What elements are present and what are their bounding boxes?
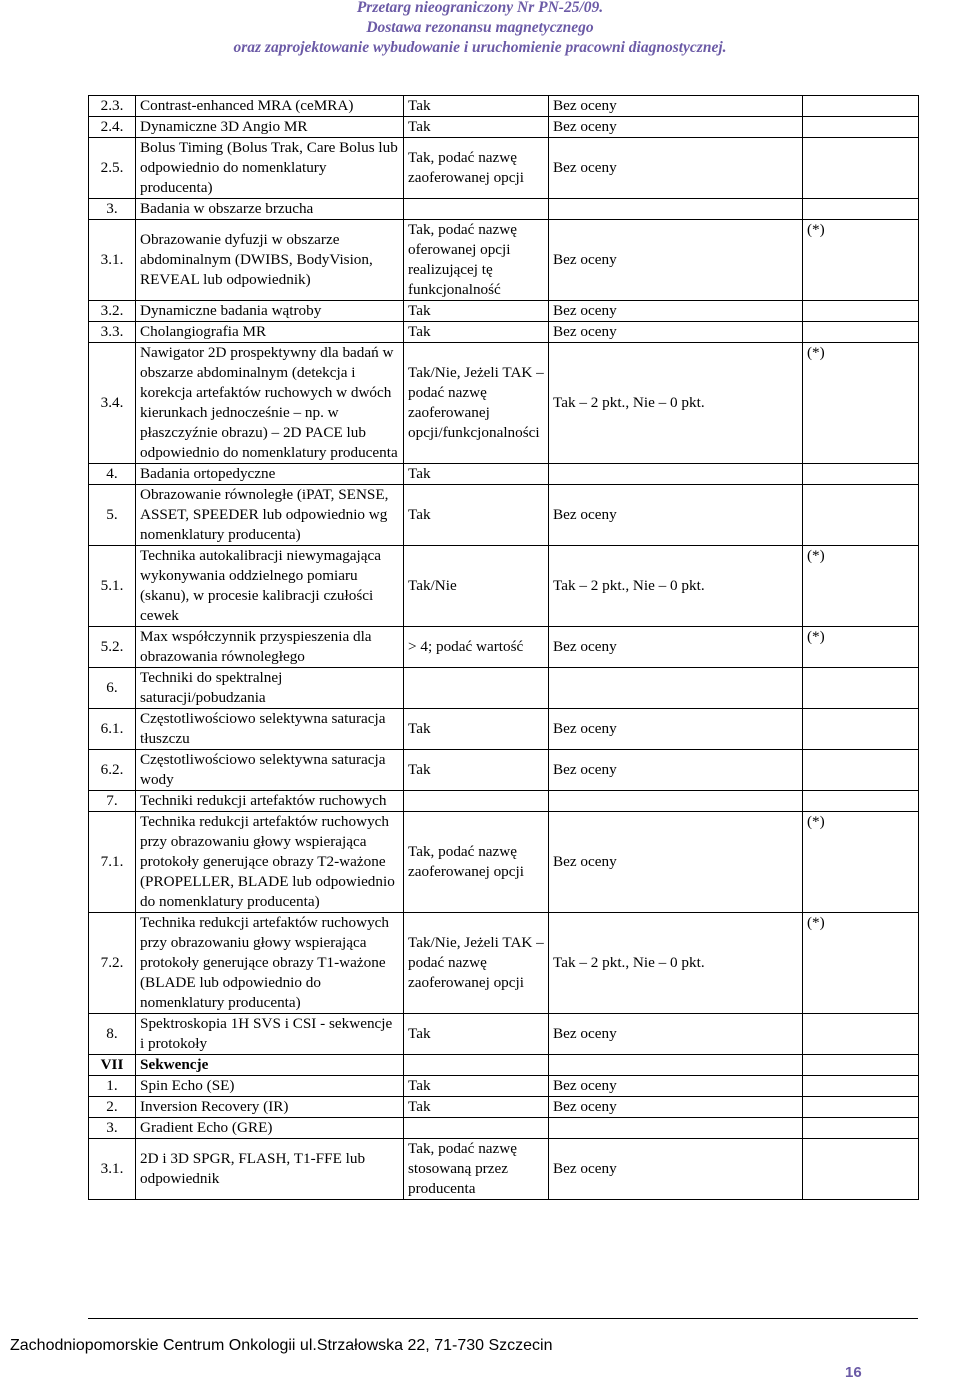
table-row: [89, 322, 919, 343]
cell-num: 6.1.: [89, 709, 136, 750]
cell-req: Tak: [404, 96, 549, 117]
cell-desc: Częstotliwościowo selektywna saturacja tłuszczu: [136, 709, 404, 750]
cell-score: Bez oceny: [549, 750, 803, 791]
cell-score: Bez oceny: [549, 1139, 803, 1200]
cell-req: > 4; podać wartość: [404, 627, 549, 668]
cell-req: [404, 1055, 549, 1076]
cell-note: [803, 709, 919, 750]
cell-req: Tak/Nie: [404, 546, 549, 627]
cell-desc: Bolus Timing (Bolus Trak, Care Bolus lub odpowiednio do nomenklatury producenta): [136, 138, 404, 199]
cell-score: Bez oceny: [549, 1014, 803, 1055]
table-row: [89, 1097, 919, 1118]
cell-desc: Cholangiografia MR: [136, 322, 404, 343]
cell-req: Tak: [404, 117, 549, 138]
cell-desc: Technika redukcji artefaktów ruchowych przy obrazowaniu głowy wspierająca protokoły generujące obrazy T1-ważone (BLADE lub odpowiednio do nomenklatury producenta): [136, 913, 404, 1014]
specification-table: [88, 95, 919, 1200]
table-row: [89, 750, 919, 791]
header-line-2: Dostawa rezonansu magnetycznego: [366, 19, 594, 36]
cell-req: Tak: [404, 1014, 549, 1055]
cell-req: Tak, podać nazwę stosowaną przez producenta: [404, 1139, 549, 1200]
cell-note: (*): [803, 913, 919, 1014]
cell-note: [803, 1055, 919, 1076]
cell-desc: Techniki do spektralnej saturacji/pobudzania: [136, 668, 404, 709]
cell-req: Tak: [404, 1097, 549, 1118]
cell-score: [549, 1118, 803, 1139]
table-row: [89, 1014, 919, 1055]
cell-score: Bez oceny: [549, 301, 803, 322]
cell-req: Tak, podać nazwę zaoferowanej opcji: [404, 812, 549, 913]
table-row: [89, 546, 919, 627]
table-row: [89, 668, 919, 709]
cell-desc: Spektroskopia 1H SVS i CSI - sekwencje i protokoły: [136, 1014, 404, 1055]
table-row: [89, 220, 919, 301]
cell-num: 6.: [89, 668, 136, 709]
cell-desc: Inversion Recovery (IR): [136, 1097, 404, 1118]
cell-num: 2.5.: [89, 138, 136, 199]
table-row: [89, 96, 919, 117]
cell-num: 3.: [89, 199, 136, 220]
table-row: [89, 1076, 919, 1097]
cell-note: [803, 1076, 919, 1097]
cell-desc: Gradient Echo (GRE): [136, 1118, 404, 1139]
cell-score: Bez oceny: [549, 812, 803, 913]
table-row: [89, 791, 919, 812]
cell-req: [404, 1118, 549, 1139]
cell-num: 2.3.: [89, 96, 136, 117]
cell-note: [803, 668, 919, 709]
cell-score: Bez oceny: [549, 322, 803, 343]
cell-score: Bez oceny: [549, 220, 803, 301]
cell-score: [549, 464, 803, 485]
cell-desc: Sekwencje: [136, 1055, 404, 1076]
cell-score: Tak – 2 pkt., Nie – 0 pkt.: [549, 913, 803, 1014]
cell-num: 5.2.: [89, 627, 136, 668]
cell-desc: Techniki redukcji artefaktów ruchowych: [136, 791, 404, 812]
cell-num: 1.: [89, 1076, 136, 1097]
footer-divider: [88, 1318, 918, 1319]
cell-num: 3.1.: [89, 220, 136, 301]
cell-score: Bez oceny: [549, 117, 803, 138]
cell-score: [549, 199, 803, 220]
footer-address: Zachodniopomorskie Centrum Onkologii ul.Strzałowska 22, 71-730 Szczecin: [10, 1337, 553, 1354]
cell-req: Tak: [404, 485, 549, 546]
cell-score: Bez oceny: [549, 1097, 803, 1118]
header-line-3: oraz zaprojektowanie wybudowanie i uruchomienie pracowni diagnostycznej.: [233, 39, 727, 56]
table-row: [89, 485, 919, 546]
cell-note: [803, 1118, 919, 1139]
cell-note: (*): [803, 343, 919, 464]
table-row: [89, 1055, 919, 1076]
cell-note: (*): [803, 812, 919, 913]
cell-req: Tak: [404, 301, 549, 322]
cell-note: [803, 301, 919, 322]
cell-score: [549, 791, 803, 812]
cell-num: 8.: [89, 1014, 136, 1055]
cell-score: [549, 668, 803, 709]
table-row: [89, 199, 919, 220]
cell-score: Bez oceny: [549, 1076, 803, 1097]
cell-note: (*): [803, 627, 919, 668]
cell-desc: Nawigator 2D prospektywny dla badań w obszarze abdominalnym (detekcja i korekcja artefaktów ruchowych w dwóch kierunkach jednocześnie – np. w płaszczyźnie obrazu) – 2D PACE lub odpowiednio do nomenklatury producenta: [136, 343, 404, 464]
cell-num: VII: [89, 1055, 136, 1076]
cell-score: Bez oceny: [549, 709, 803, 750]
cell-note: [803, 1014, 919, 1055]
cell-num: 2.: [89, 1097, 136, 1118]
header-line-1: Przetarg nieograniczony Nr PN-25/09.: [356, 0, 604, 16]
cell-desc: Obrazowanie dyfuzji w obszarze abdominalnym (DWIBS, BodyVision, REVEAL lub odpowiednik): [136, 220, 404, 301]
cell-note: [803, 117, 919, 138]
table-row: [89, 1139, 919, 1200]
cell-num: 5.1.: [89, 546, 136, 627]
cell-note: [803, 138, 919, 199]
cell-note: [803, 96, 919, 117]
table-row: [89, 812, 919, 913]
cell-note: [803, 464, 919, 485]
table-row: [89, 301, 919, 322]
table-row: [89, 627, 919, 668]
cell-num: 5.: [89, 485, 136, 546]
cell-desc: Max współczynnik przyspieszenia dla obrazowania równoległego: [136, 627, 404, 668]
cell-req: Tak, podać nazwę zaoferowanej opcji: [404, 138, 549, 199]
table-row: [89, 117, 919, 138]
cell-req: Tak: [404, 464, 549, 485]
cell-req: [404, 668, 549, 709]
cell-score: Bez oceny: [549, 485, 803, 546]
table-row: [89, 464, 919, 485]
cell-note: (*): [803, 546, 919, 627]
cell-req: Tak, podać nazwę oferowanej opcji realizującej tę funkcjonalność: [404, 220, 549, 301]
cell-req: [404, 199, 549, 220]
cell-desc: Technika autokalibracji niewymagająca wykonywania oddzielnego pomiaru (skanu), w procesie kalibracji czułości cewek: [136, 546, 404, 627]
cell-num: 3.4.: [89, 343, 136, 464]
cell-req: [404, 791, 549, 812]
cell-note: (*): [803, 220, 919, 301]
cell-req: Tak: [404, 750, 549, 791]
cell-req: Tak/Nie, Jeżeli TAK – podać nazwę zaoferowanej opcji/funkcjonalności: [404, 343, 549, 464]
cell-num: 4.: [89, 464, 136, 485]
cell-score: [549, 1055, 803, 1076]
table-row: [89, 138, 919, 199]
cell-desc: Spin Echo (SE): [136, 1076, 404, 1097]
cell-note: [803, 485, 919, 546]
cell-note: [803, 199, 919, 220]
cell-desc: Contrast-enhanced MRA (ceMRA): [136, 96, 404, 117]
cell-score: Tak – 2 pkt., Nie – 0 pkt.: [549, 546, 803, 627]
cell-num: 3.2.: [89, 301, 136, 322]
cell-desc: Częstotliwościowo selektywna saturacja wody: [136, 750, 404, 791]
cell-note: [803, 1139, 919, 1200]
cell-num: 3.1.: [89, 1139, 136, 1200]
page-number: 16: [845, 1364, 862, 1381]
cell-num: 3.: [89, 1118, 136, 1139]
table-row: [89, 709, 919, 750]
cell-note: [803, 1097, 919, 1118]
cell-req: Tak/Nie, Jeżeli TAK – podać nazwę zaoferowanej opcji: [404, 913, 549, 1014]
cell-num: 6.2.: [89, 750, 136, 791]
cell-req: Tak: [404, 709, 549, 750]
cell-note: [803, 750, 919, 791]
cell-desc: Dynamiczne badania wątroby: [136, 301, 404, 322]
table-row: [89, 1118, 919, 1139]
cell-num: 2.4.: [89, 117, 136, 138]
cell-desc: Technika redukcji artefaktów ruchowych przy obrazowaniu głowy wspierająca protokoły generujące obrazy T2-ważone (PROPELLER, BLADE lub odpowiednio do nomenklatury producenta): [136, 812, 404, 913]
cell-score: Bez oceny: [549, 96, 803, 117]
cell-req: Tak: [404, 1076, 549, 1097]
cell-desc: Obrazowanie równoległe (iPAT, SENSE, ASSET, SPEEDER lub odpowiednio wg nomenklatury producenta): [136, 485, 404, 546]
cell-req: Tak: [404, 322, 549, 343]
cell-num: 7.: [89, 791, 136, 812]
cell-desc: 2D i 3D SPGR, FLASH, T1-FFE lub odpowiednik: [136, 1139, 404, 1200]
cell-desc: Badania w obszarze brzucha: [136, 199, 404, 220]
cell-num: 7.1.: [89, 812, 136, 913]
table-row: [89, 343, 919, 464]
cell-score: Bez oceny: [549, 627, 803, 668]
cell-note: [803, 791, 919, 812]
cell-num: 7.2.: [89, 913, 136, 1014]
table-row: [89, 913, 919, 1014]
cell-desc: Badania ortopedyczne: [136, 464, 404, 485]
cell-score: Tak – 2 pkt., Nie – 0 pkt.: [549, 343, 803, 464]
cell-score: Bez oceny: [549, 138, 803, 199]
cell-note: [803, 322, 919, 343]
cell-num: 3.3.: [89, 322, 136, 343]
cell-desc: Dynamiczne 3D Angio MR: [136, 117, 404, 138]
